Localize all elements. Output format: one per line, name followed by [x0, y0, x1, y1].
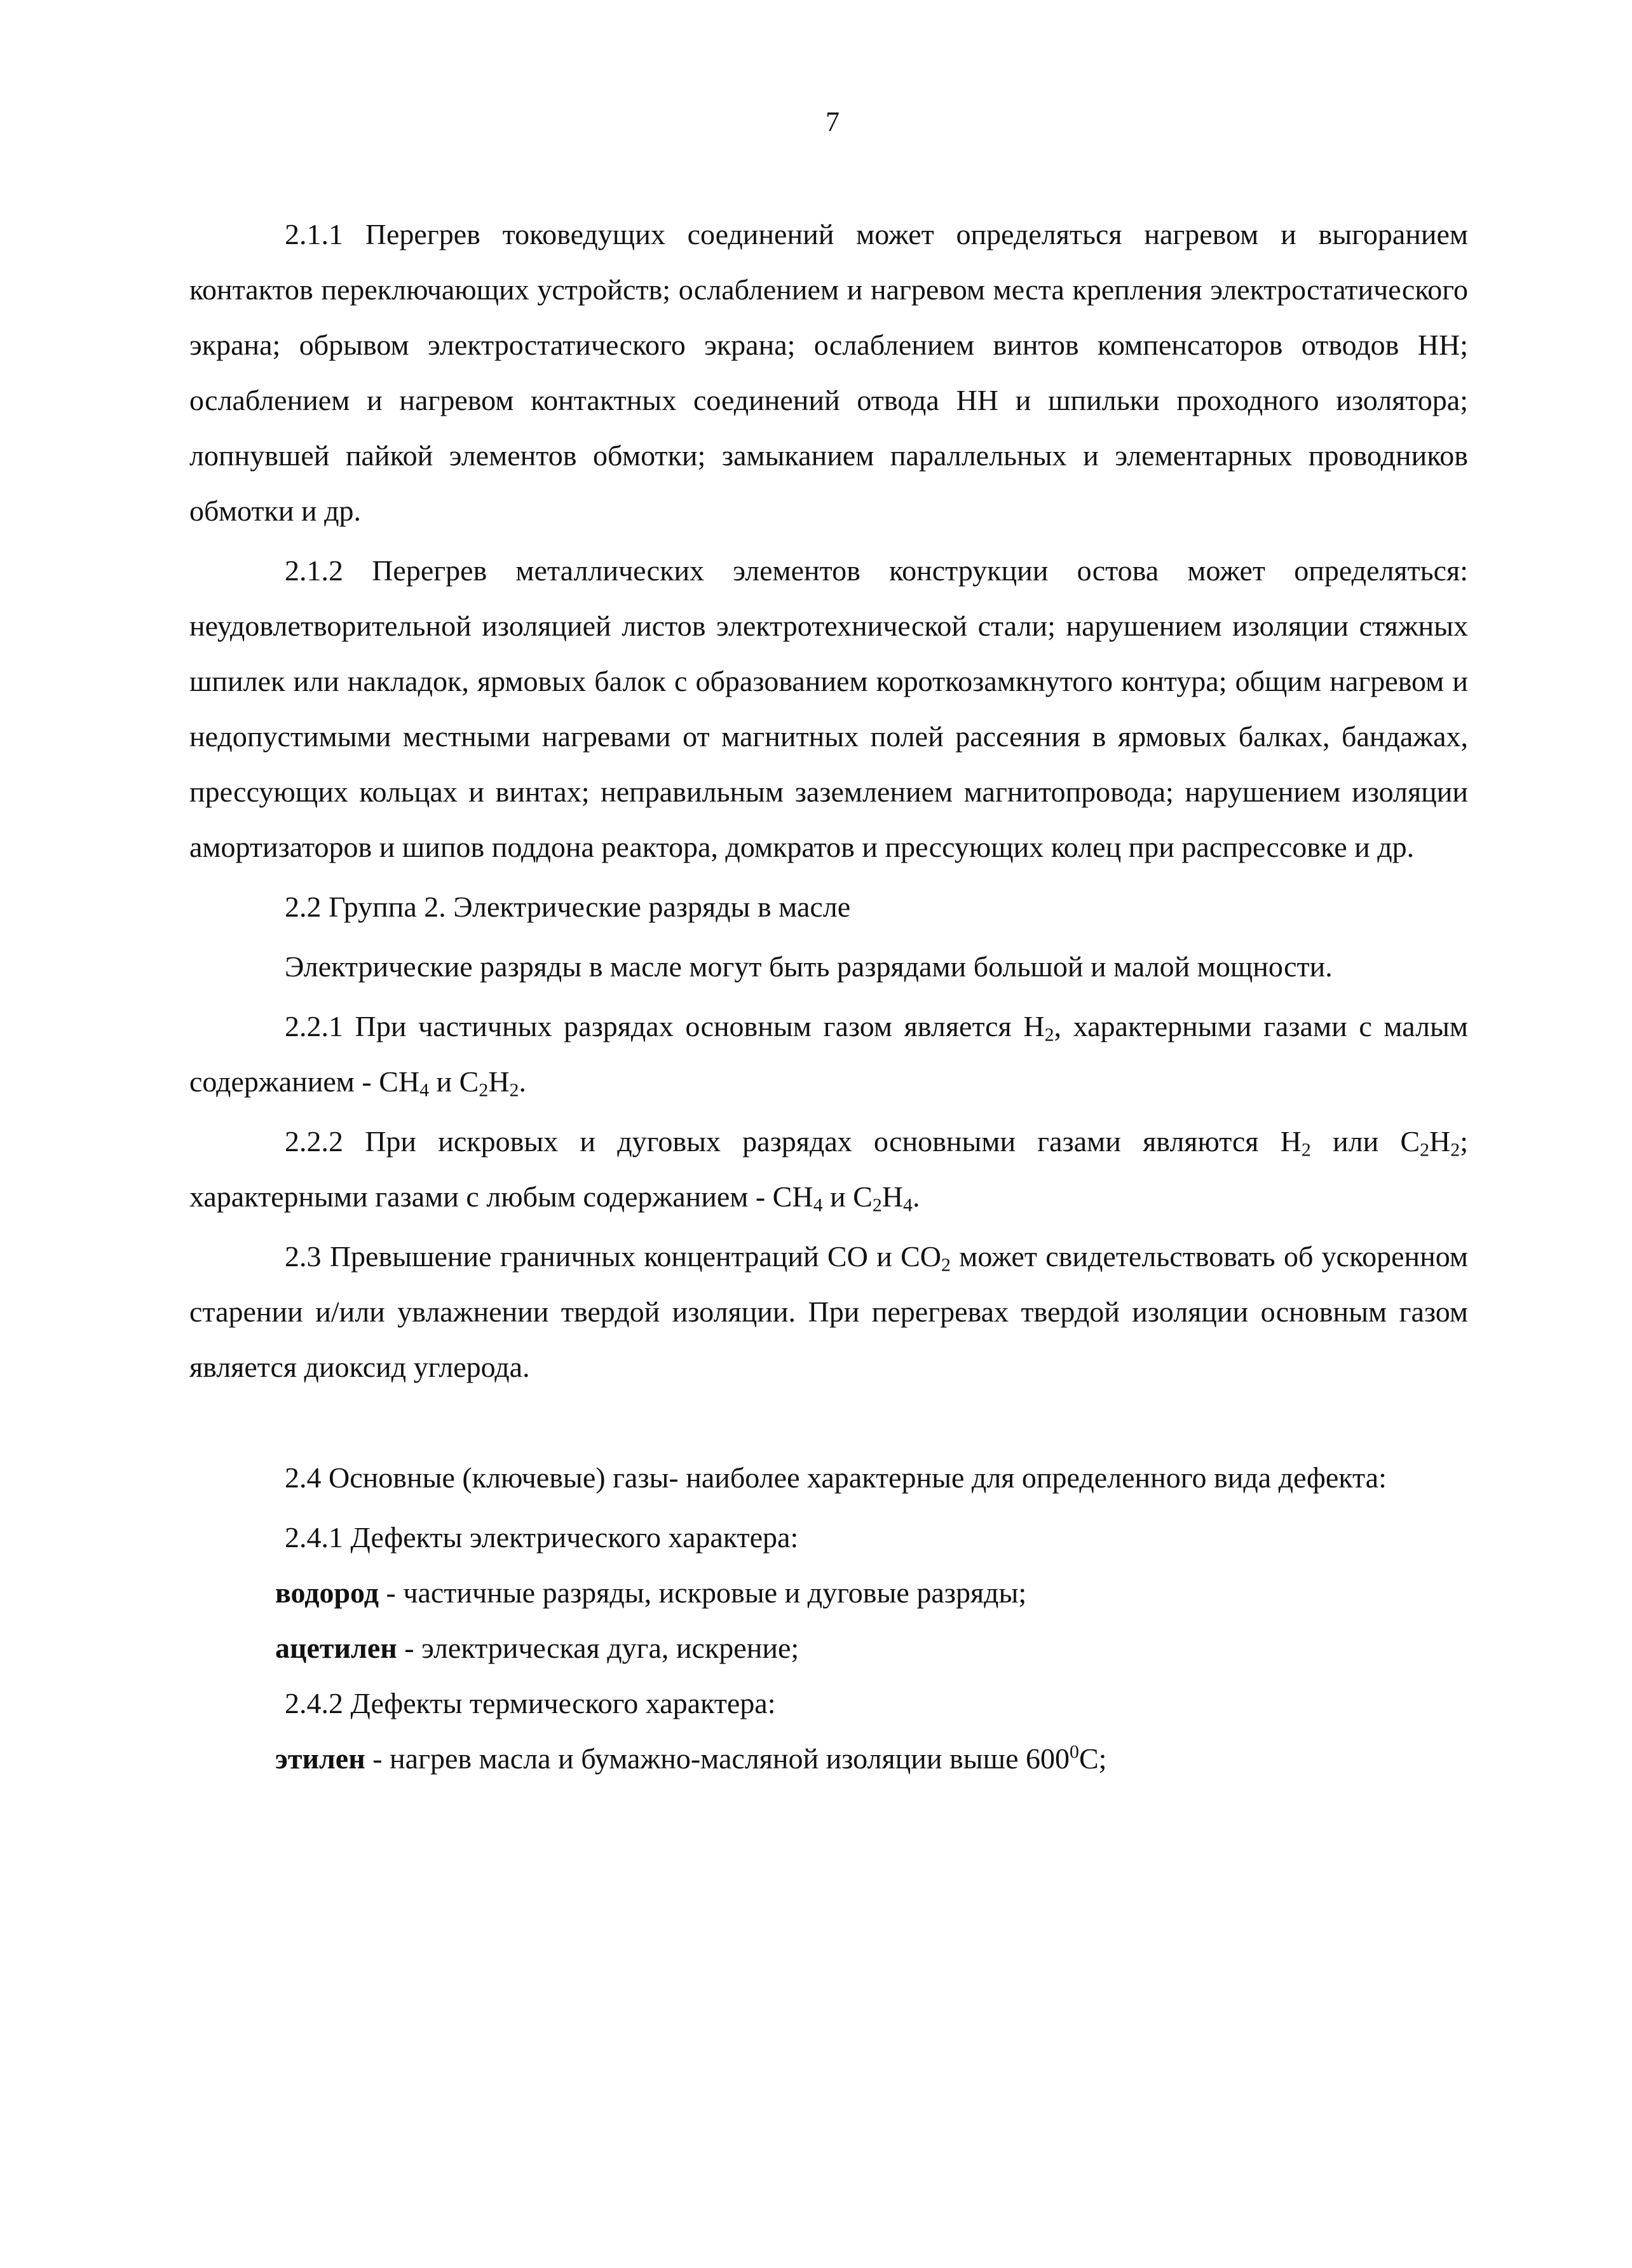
text-fragment: H: [881, 1180, 904, 1213]
defect-item-acetylene: [189, 1620, 1468, 1676]
defect-item-ethylene: [189, 1731, 1468, 1786]
text-fragment: может свидетельствовать об ускоренном старении и/или увлажнении твердой изоляции. При перегревах твердой изоляции основным газом является диоксид углерода.: [189, 1240, 1468, 1383]
superscript-degree: 0: [1070, 1741, 1079, 1763]
subscript: 2: [1044, 1024, 1054, 1046]
paragraph-2-1-1: 2.1.1 Перегрев токоведущих соединений может определяться нагревом и выгоранием контактов переключающих устройств; ослаблением и нагревом места крепления электростатического экрана; обрывом электростатического экрана; ослаблением винтов компенсаторов отводов НН; ослаблением и нагревом контактных соединений отвода НН и шпильки проходного изолятора; лопнувшей пайкой элементов обмотки; замыканием параллельных и элементарных проводников обмотки и др.: [189, 218, 1468, 527]
paragraph-2-2-1: [189, 999, 1468, 1109]
text-fragment: и C: [429, 1065, 479, 1098]
text-fragment: или C: [1310, 1125, 1420, 1158]
document-body: [189, 207, 1468, 1786]
subscript: 2: [1301, 1139, 1311, 1161]
heading-2-2: 2.2 Группа 2. Электрические разряды в масле: [285, 891, 851, 923]
heading-2-4-2: 2.4.2 Дефекты термического характера:: [285, 1687, 776, 1719]
text-fragment: 2.3 Превышение граничных концентраций CO и CO: [285, 1240, 941, 1273]
page-number: 7: [826, 106, 840, 137]
heading-2-4-1: 2.4.1 Дефекты электрического характера:: [285, 1521, 799, 1554]
subscript: 2: [509, 1079, 519, 1101]
paragraph-2-2-intro: Электрические разряды в масле могут быть разрядами большой и малой мощности.: [285, 950, 1333, 983]
paragraph-2-3: [189, 1229, 1468, 1395]
definition-hydrogen: - частичные разряды, искровые и дуговые разряды;: [379, 1576, 1027, 1609]
term-ethylene: этилен: [275, 1742, 365, 1775]
term-acetylene: ацетилен: [275, 1632, 397, 1664]
text-fragment: 2.2.2 При искровых и дуговых разрядах основными газами являются H: [285, 1125, 1302, 1158]
text-fragment: 2.2.1 При частичных разрядах основным газом является H: [285, 1010, 1045, 1042]
text-fragment: и C: [822, 1180, 873, 1213]
paragraph-2-1-2: 2.1.2 Перегрев металлических элементов конструкции остова может определяться: неудовлетворительной изоляцией листов электротехнической стали; нарушением изоляции стяжных шпилек или накладок, ярмовых балок с образованием короткозамкнутого контура; общим нагревом и недопустимыми местными нагревами от магнитных полей рассеяния в ярмовых балках, бандажах, прессующих кольцах и винтах; неправильным заземлением магнитопровода; нарушением изоляции амортизаторов и шипов поддона реактора, домкратов и прессующих колец при распрессовке и др.: [189, 554, 1468, 863]
text-fragment: .: [913, 1180, 920, 1213]
definition-acetylene: - электрическая дуга, искрение;: [397, 1632, 799, 1664]
subscript: 2: [1420, 1139, 1430, 1161]
subscript: 4: [903, 1194, 913, 1216]
subscript: 2: [872, 1194, 882, 1216]
text-fragment: ; характерными газами с любым содержанием - CH: [189, 1125, 1468, 1213]
defect-item-hydrogen: [189, 1565, 1468, 1620]
subscript: 4: [419, 1079, 430, 1101]
definition-ethylene: - нагрев масла и бумажно-масляной изоляции выше 600: [365, 1742, 1070, 1775]
text-fragment: H: [1429, 1125, 1451, 1158]
subscript: 2: [941, 1254, 951, 1276]
subscript: 2: [1450, 1139, 1460, 1161]
subscript: 4: [813, 1194, 823, 1216]
definition-ethylene-tail: С;: [1078, 1742, 1107, 1775]
term-hydrogen: водород: [275, 1576, 379, 1609]
paragraph-2-4: 2.4 Основные (ключевые) газы- наиболее характерные для определенного вида дефекта:: [285, 1461, 1387, 1494]
text-fragment: , характерными газами с малым содержанием - CH: [189, 1010, 1469, 1098]
section-gap: [189, 1395, 1468, 1450]
text-fragment: .: [519, 1065, 526, 1098]
paragraph-2-2-2: [189, 1114, 1468, 1224]
text-fragment: H: [488, 1065, 510, 1098]
subscript: 2: [479, 1079, 489, 1101]
